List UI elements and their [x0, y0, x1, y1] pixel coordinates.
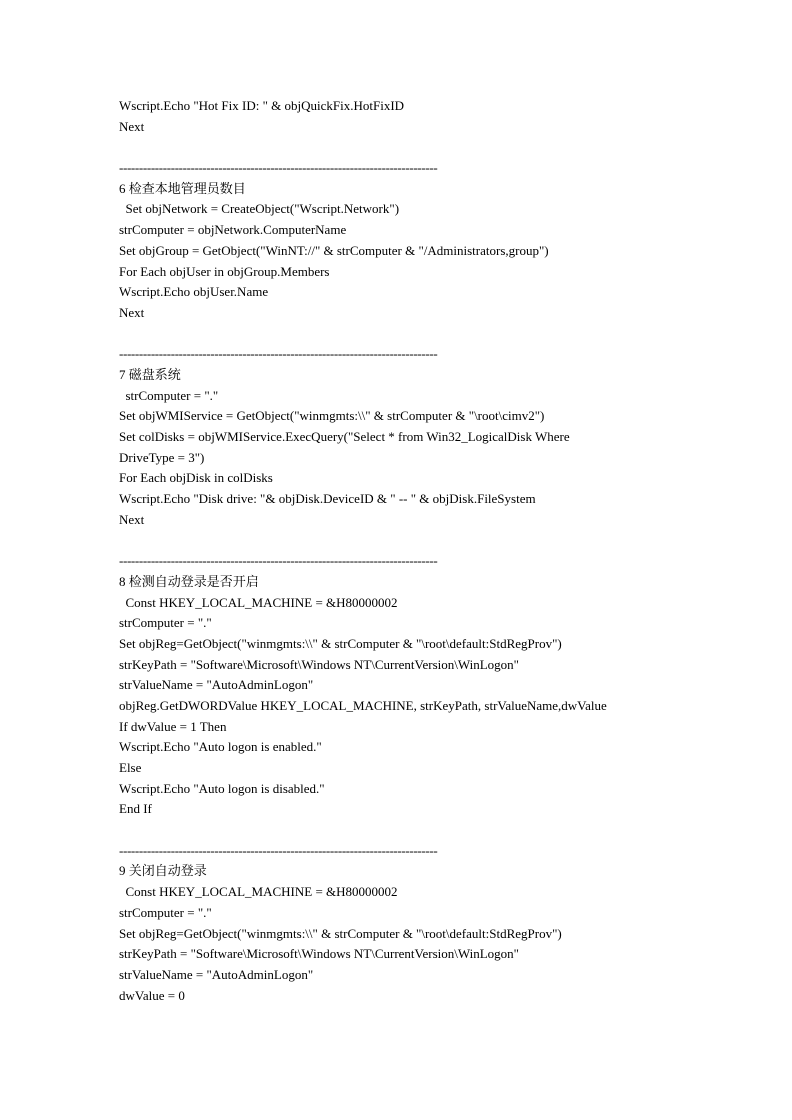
separator-line: --------------------------------------------------------------------------------: [119, 842, 438, 858]
code-line: Set colDisks = objWMIService.ExecQuery("Select * from Win32_LogicalDisk Where: [119, 429, 570, 444]
section-heading: 6 检查本地管理员数目: [119, 180, 246, 196]
code-line: strComputer = ".": [119, 615, 212, 631]
blank-line: [119, 137, 679, 158]
code-line: End If: [119, 801, 152, 817]
blank-line: [119, 820, 679, 841]
separator-line: --------------------------------------------------------------------------------: [119, 553, 438, 569]
code-line: Const HKEY_LOCAL_MACHINE = &H80000002: [119, 884, 398, 900]
section-heading: 8 检测自动登录是否开启: [119, 573, 259, 589]
code-line: strKeyPath = "Software\Microsoft\Windows NT\CurrentVersion\WinLogon": [119, 656, 519, 672]
blank-line: [119, 530, 679, 551]
separator-line: --------------------------------------------------------------------------------: [119, 160, 438, 176]
code-line: Set objWMIService = GetObject("winmgmts:\\" & strComputer & "\root\cimv2"): [119, 408, 545, 424]
code-line: If dwValue = 1 Then: [119, 718, 227, 734]
code-line: Wscript.Echo "Auto logon is disabled.": [119, 780, 325, 796]
document-page: [119, 96, 679, 1006]
code-line: Wscript.Echo objUser.Name: [119, 284, 269, 300]
code-line: For Each objUser in objGroup.Members: [119, 263, 330, 279]
code-line: strKeyPath = "Software\Microsoft\Windows NT\CurrentVersion\WinLogon": [119, 946, 519, 962]
code-line: Next: [119, 304, 145, 320]
code-line: strComputer = ".": [119, 904, 212, 920]
separator-line: --------------------------------------------------------------------------------: [119, 346, 438, 362]
code-line: Next: [119, 511, 145, 527]
section-heading: 7 磁盘系统: [119, 366, 181, 382]
code-line: Const HKEY_LOCAL_MACHINE = &H80000002: [119, 594, 398, 610]
code-line: DriveType = 3"): [119, 449, 205, 465]
code-line: Set objReg=GetObject("winmgmts:\\" & strComputer & "\root\default:StdRegProv"): [119, 925, 562, 941]
code-line: Wscript.Echo "Hot Fix ID: " & objQuickFix.HotFixID: [119, 98, 405, 113]
code-line: Else: [119, 760, 142, 775]
code-line: Set objNetwork = CreateObject("Wscript.Network"): [119, 201, 400, 217]
code-line: strValueName = "AutoAdminLogon": [119, 966, 314, 982]
code-line: objReg.GetDWORDValue HKEY_LOCAL_MACHINE, strKeyPath, strValueName,dwValue: [119, 697, 607, 713]
code-line: For Each objDisk in colDisks: [119, 470, 273, 486]
code-line: Set objReg=GetObject("winmgmts:\\" & strComputer & "\root\default:StdRegProv"): [119, 635, 562, 651]
code-line: Wscript.Echo "Auto logon is enabled.": [119, 739, 322, 755]
code-line: Set objGroup = GetObject("WinNT://" & strComputer & "/Administrators,group"): [119, 242, 549, 258]
code-line: strComputer = ".": [119, 387, 219, 403]
code-line: Wscript.Echo "Disk drive: "& objDisk.DeviceID & " -- " & objDisk.FileSystem: [119, 491, 536, 507]
code-line: dwValue = 0: [119, 987, 185, 1003]
code-line: Next: [119, 118, 145, 134]
blank-line: [119, 324, 679, 345]
code-line: strValueName = "AutoAdminLogon": [119, 677, 314, 693]
code-line: strComputer = objNetwork.ComputerName: [119, 222, 347, 238]
section-heading: 9 关闭自动登录: [119, 863, 207, 879]
